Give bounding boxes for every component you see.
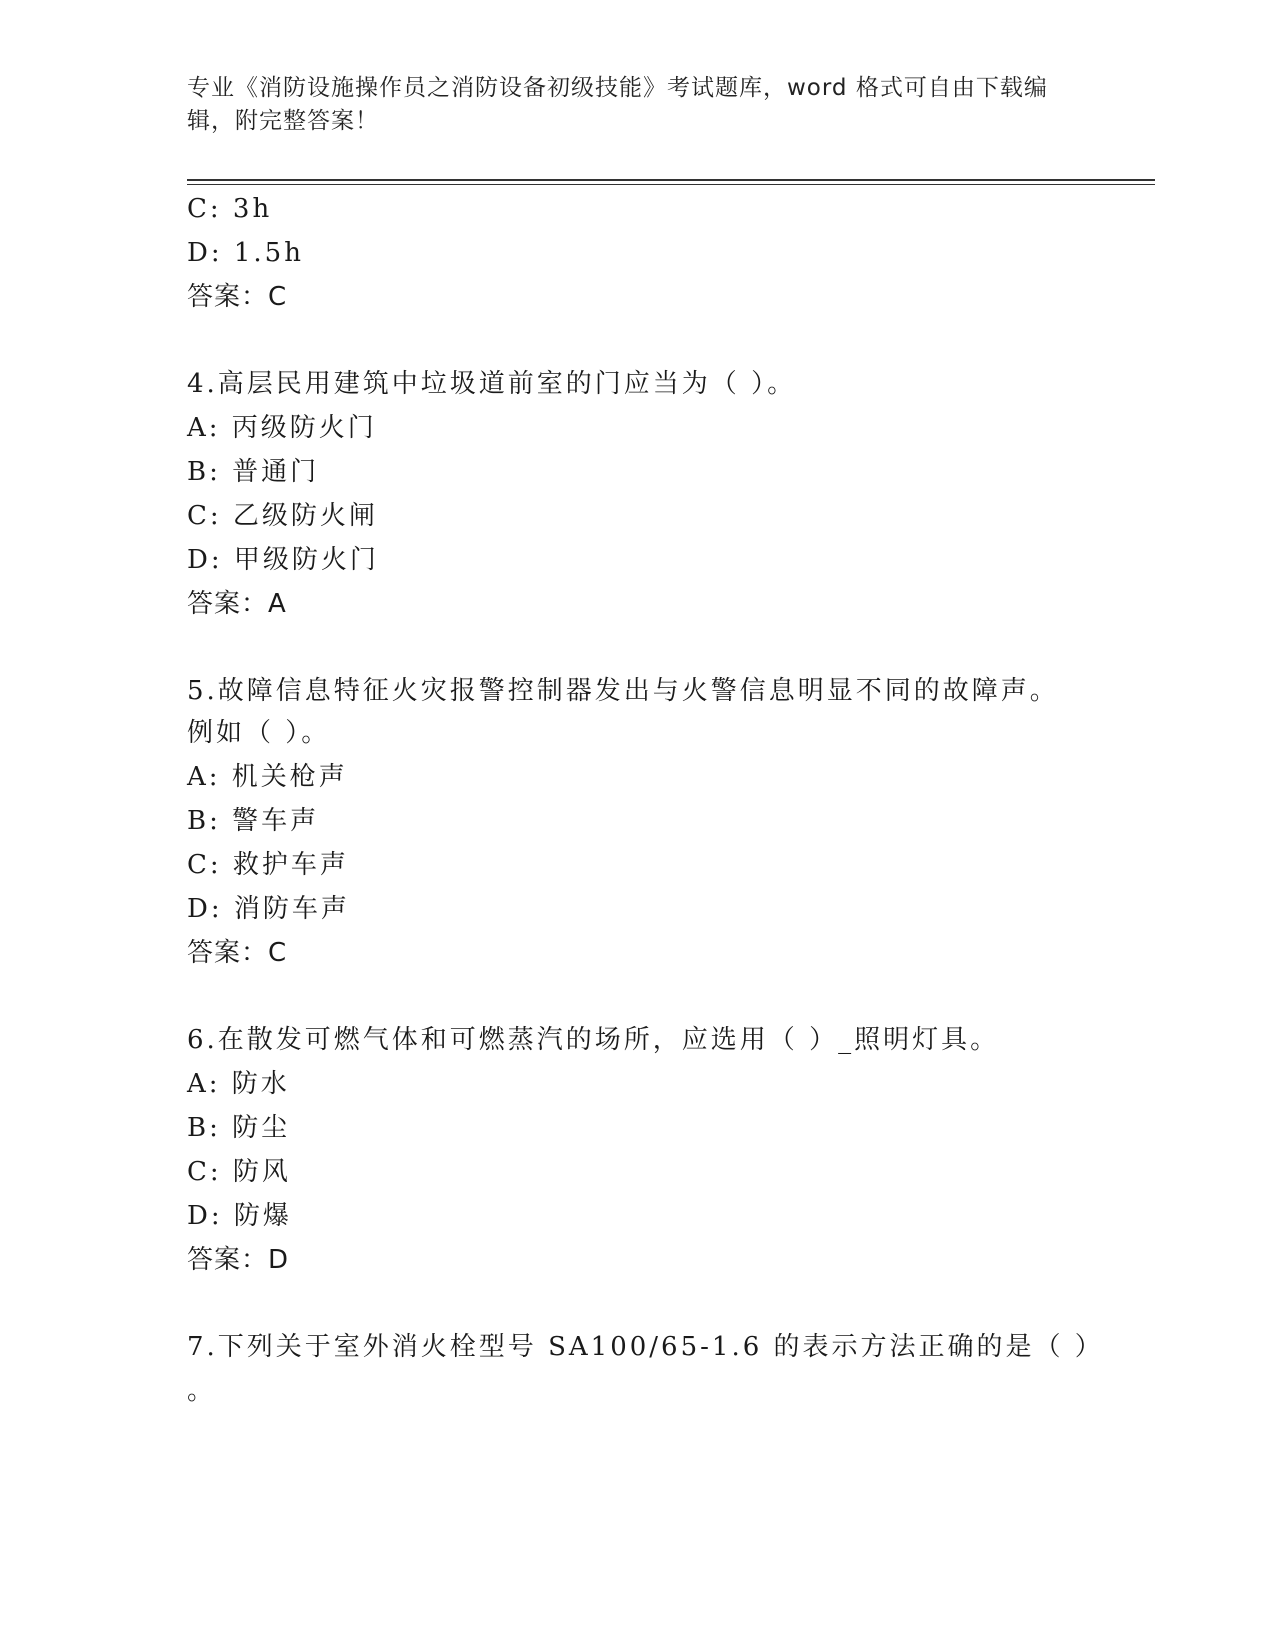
q5-option-a: A: 机关枪声 bbox=[187, 762, 348, 792]
header-divider-thin bbox=[187, 184, 1155, 185]
header-line-2: 辑，附完整答案！ bbox=[187, 108, 379, 134]
q4-option-c: C: 乙级防火闸 bbox=[187, 501, 378, 531]
q5-stem-line-2: 例如（ ）。 bbox=[187, 718, 331, 748]
q7-stem-line-1: 7.下列关于室外消火栓型号 SA100/65-1.6 的表示方法正确的是（ ） bbox=[187, 1332, 1104, 1362]
q4-stem: 4.高层民用建筑中垃圾道前室的门应当为（ ）。 bbox=[187, 369, 797, 399]
prev-answer: 答案：C bbox=[187, 282, 288, 312]
q5-option-d: D: 消防车声 bbox=[187, 894, 350, 924]
q5-answer: 答案：C bbox=[187, 938, 288, 968]
q6-option-a: A: 防水 bbox=[187, 1069, 290, 1099]
q7-stem-line-2: 。 bbox=[187, 1376, 217, 1406]
q6-stem: 6.在散发可燃气体和可燃蒸汽的场所，应选用（ ）_照明灯具。 bbox=[187, 1025, 1000, 1055]
q6-answer: 答案：D bbox=[187, 1245, 290, 1275]
q4-answer: 答案：A bbox=[187, 589, 287, 619]
q4-option-d: D: 甲级防火门 bbox=[187, 545, 379, 575]
q6-option-c: C: 防风 bbox=[187, 1157, 291, 1187]
header-line-1: 专业《消防设施操作员之消防设备初级技能》考试题库，word 格式可自由下载编 bbox=[187, 75, 1048, 101]
prev-option-c: C: 3h bbox=[187, 194, 273, 224]
q5-option-c: C: 救护车声 bbox=[187, 850, 349, 880]
prev-option-d: D: 1.5h bbox=[187, 238, 304, 268]
q4-option-b: B: 普通门 bbox=[187, 457, 320, 487]
q6-option-d: D: 防爆 bbox=[187, 1201, 292, 1231]
document-header bbox=[187, 72, 1087, 138]
q5-stem-line-1: 5.故障信息特征火灾报警控制器发出与火警信息明显不同的故障声。 bbox=[187, 676, 1059, 706]
q4-option-a: A: 丙级防火门 bbox=[187, 413, 377, 443]
q6-option-b: B: 防尘 bbox=[187, 1113, 291, 1143]
header-divider-thick bbox=[187, 179, 1155, 181]
q5-option-b: B: 警车声 bbox=[187, 806, 320, 836]
